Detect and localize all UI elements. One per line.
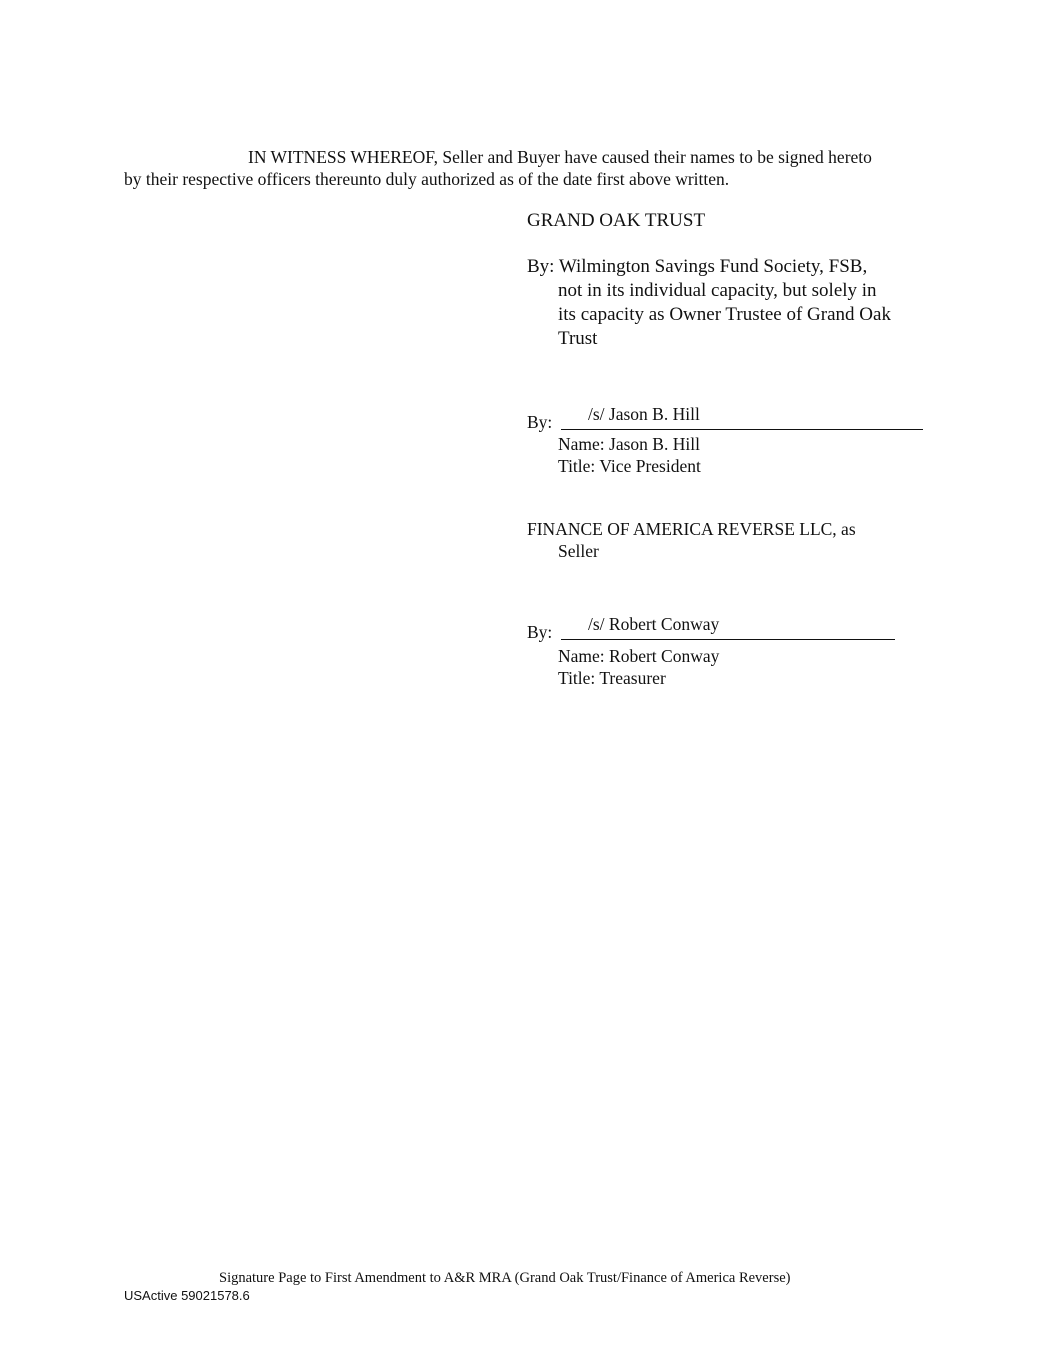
finance-entity-line-2: Seller (558, 541, 599, 561)
grand-oak-by-line-4: Trust (558, 328, 598, 349)
grand-oak-by-block (527, 255, 891, 351)
finance-entity (527, 518, 856, 562)
finance-signature: /s/ Robert Conway (588, 614, 720, 634)
grand-oak-by-line-3: its capacity as Owner Trustee of Grand Oak (558, 304, 891, 325)
witness-line-2: by their respective officers thereunto duly authorized as of the date first above written. (124, 169, 730, 189)
grand-oak-entity: GRAND OAK TRUST (527, 210, 706, 231)
footer-caption: Signature Page to First Amendment to A&R MRA (Grand Oak Trust/Finance of America Reverse) (219, 1270, 791, 1286)
finance-entity-line-1: FINANCE OF AMERICA REVERSE LLC, as (527, 519, 856, 539)
document-id: USActive 59021578.6 (124, 1288, 250, 1303)
witness-paragraph (124, 146, 954, 190)
grand-oak-by-label: By: (527, 412, 553, 432)
grand-oak-name: Name: Jason B. Hill (558, 434, 700, 454)
finance-signature-row (527, 614, 907, 647)
finance-by-label: By: (527, 622, 553, 642)
finance-signatory (527, 645, 719, 689)
grand-oak-signature: /s/ Jason B. Hill (588, 404, 700, 424)
grand-oak-by-line-1: By: Wilmington Savings Fund Society, FSB, (527, 256, 868, 277)
grand-oak-title: Title: Vice President (558, 456, 701, 476)
witness-line-1: IN WITNESS WHEREOF, Seller and Buyer have caused their names to be signed hereto (248, 147, 872, 167)
finance-name: Name: Robert Conway (558, 646, 720, 666)
grand-oak-signatory (527, 433, 701, 477)
grand-oak-by-line-2: not in its individual capacity, but solely in (558, 280, 877, 301)
finance-title: Title: Treasurer (558, 668, 666, 688)
